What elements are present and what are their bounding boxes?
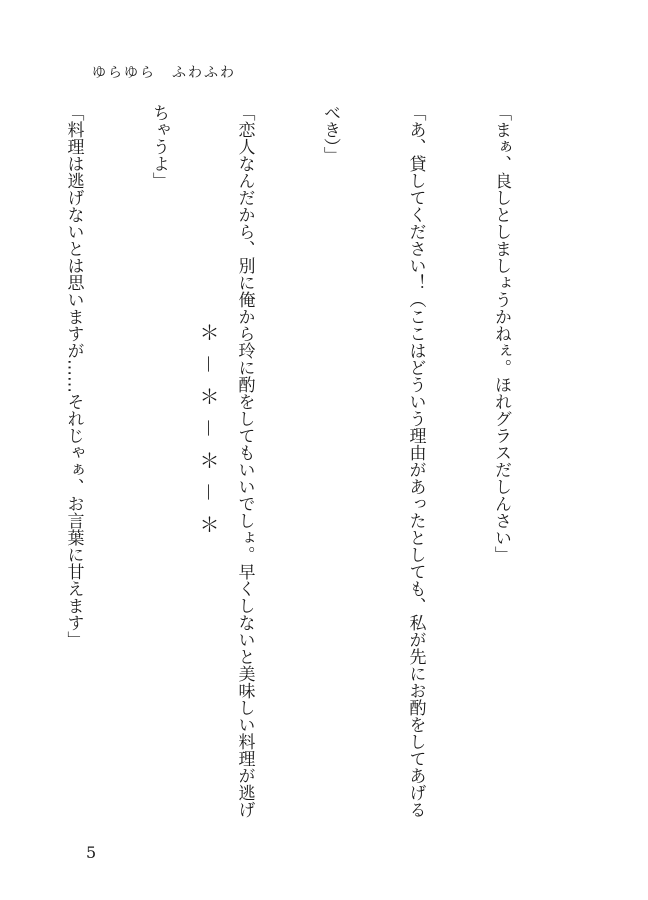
text-line: 「まぁ、良しとしましょうかねぇ。ほれグラスだしんさい」 xyxy=(491,104,511,563)
scene-separator: ＊－＊－＊－＊ xyxy=(196,322,220,546)
running-head: ゆらゆら ふわふわ xyxy=(92,65,236,81)
body-text xyxy=(0,104,572,828)
text-line: ちゃうよ」 xyxy=(149,104,169,189)
text-line: 「料理は逃げないとは思いますが……それじゃぁ、お言葉に甘えます」 xyxy=(63,104,84,648)
text-line: べき）」 xyxy=(320,104,340,164)
text-line xyxy=(0,104,2,828)
text-line: 「あ、貸してください！（ここはどういう理由があったとしても、私が先にお酌をしてあげる xyxy=(405,104,426,818)
text-line: 「恋人なんだから、別に俺から玲に酌をしてもいいでしょ。早くしないと美味しい料理が逃げ xyxy=(234,104,255,818)
page-number: 5 xyxy=(86,843,97,862)
